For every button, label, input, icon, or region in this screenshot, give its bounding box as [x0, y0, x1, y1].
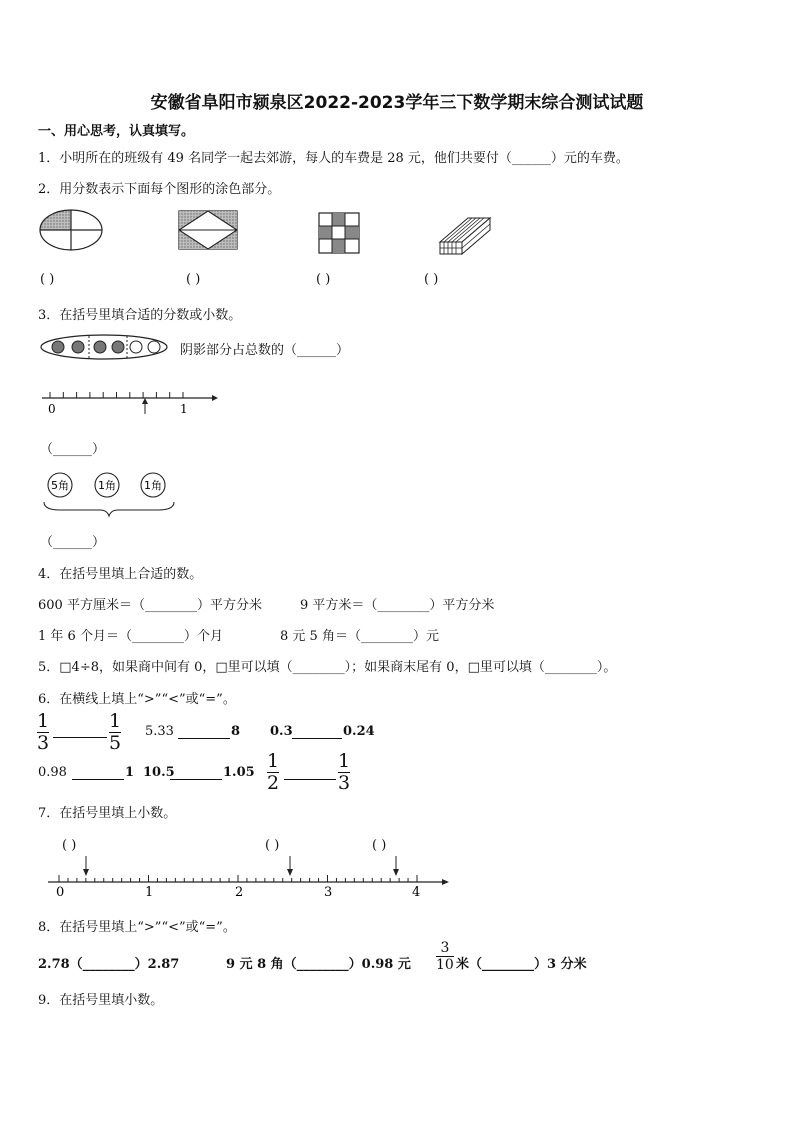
number-line-0-1 — [40, 388, 220, 418]
coins-figure — [40, 468, 180, 518]
blank-line-6[interactable] — [284, 779, 336, 780]
blank-line-3[interactable] — [292, 738, 342, 739]
blank-line-1[interactable] — [53, 737, 107, 738]
question-5: 5．□4÷8，如果商中间有 0，□里可以填（________）；如果商末尾有 0，□里可以填（________）。 — [38, 660, 617, 675]
compare-5-right: 1.05 — [223, 765, 255, 780]
compare-4-right: 1 — [125, 765, 135, 780]
question-3: 3．在括号里填合适的分数或小数。 — [38, 308, 242, 323]
q4-line1b: 9 平方米＝（________）平方分米 — [300, 598, 495, 613]
compare-2-right: 8 — [231, 724, 241, 739]
q8-compare-2: 9 元 8 角（________）0.98 元 — [226, 957, 411, 972]
number-line-0-4 — [40, 850, 460, 900]
numberline-label-0: 0 — [48, 402, 56, 416]
nl-label-2: 2 — [235, 885, 244, 900]
question-1: 1．小明所在的班级有 49 名同学一起去郊游，每人的车费是 28 元，他们共要付（______）元的车费。 — [38, 151, 629, 166]
answer-blank-coins[interactable]: （______） — [40, 535, 106, 550]
fraction-1-5: 1 5 — [109, 710, 122, 754]
question-9: 9．在括号里填小数。 — [38, 993, 164, 1008]
q7-bracket-3[interactable]: ( ) — [372, 838, 387, 853]
q4-line2b: 8 元 5 角＝（________）元 — [280, 629, 439, 644]
answer-blank-4[interactable]: ( ) — [424, 272, 439, 287]
nl-label-3: 3 — [324, 885, 333, 900]
q8-compare-1: 2.78（________）2.87 — [38, 957, 180, 972]
nl-label-4: 4 — [412, 885, 421, 900]
q4-line2a: 1 年 6 个月＝（________）个月 — [38, 629, 223, 644]
numberline-label-1: 1 — [180, 402, 188, 416]
ellipse-figure — [38, 208, 104, 252]
question-7: 7．在括号里填上小数。 — [38, 806, 177, 821]
compare-3-left: 0.3 — [270, 724, 293, 739]
q7-bracket-1[interactable]: ( ) — [62, 838, 77, 853]
sticks-bundle-figure — [438, 214, 494, 254]
coin-label-3: 1角 — [144, 479, 162, 492]
q4-line1a: 600 平方厘米＝（________）平方分米 — [38, 598, 262, 613]
answer-blank-numberline[interactable]: （______） — [40, 442, 106, 457]
compare-2-left: 5.33 — [145, 724, 174, 739]
answer-blank-2[interactable]: ( ) — [186, 272, 201, 287]
circles-figure — [40, 334, 170, 360]
answer-blank-3[interactable]: ( ) — [316, 272, 331, 287]
nl-label-0: 0 — [56, 885, 65, 900]
circles-caption: 阴影部分占总数的（______） — [180, 343, 350, 358]
fraction-1-3: 1 3 — [37, 710, 50, 754]
blank-line-4[interactable] — [72, 779, 124, 780]
nl-label-1: 1 — [145, 885, 154, 900]
fraction-1-2: 1 2 — [267, 750, 280, 794]
blank-line-2[interactable] — [178, 738, 230, 739]
fraction-3-10: 3 10 — [436, 940, 454, 973]
coin-label-1: 5角 — [51, 479, 69, 492]
page-title: 安徽省阜阳市颍泉区2022-2023学年三下数学期末综合测试试题 — [150, 93, 644, 113]
compare-4-left: 0.98 — [38, 765, 67, 780]
blank-line-5[interactable] — [170, 779, 222, 780]
question-6: 6．在横线上填上“>”“<”或“=”。 — [38, 692, 236, 707]
section-heading: 一、用心思考，认真填写。 — [38, 124, 195, 139]
answer-blank-1[interactable]: ( ) — [40, 272, 55, 287]
question-4: 4．在括号里填上合适的数。 — [38, 567, 203, 582]
compare-5-left: 10.5 — [143, 765, 175, 780]
compare-3-right: 0.24 — [343, 724, 375, 739]
grid-squares-figure — [318, 212, 360, 254]
fraction-1-3b: 1 3 — [338, 750, 351, 794]
rectangle-diamond-figure — [178, 210, 238, 250]
question-2: 2．用分数表示下面每个图形的涂色部分。 — [38, 182, 281, 197]
q8-compare-3: 米（________）3 分米 — [456, 957, 587, 972]
coin-label-2: 1角 — [98, 479, 116, 492]
question-8: 8．在括号里填上“>”“<”或“=”。 — [38, 920, 236, 935]
q7-bracket-2[interactable]: ( ) — [265, 838, 280, 853]
